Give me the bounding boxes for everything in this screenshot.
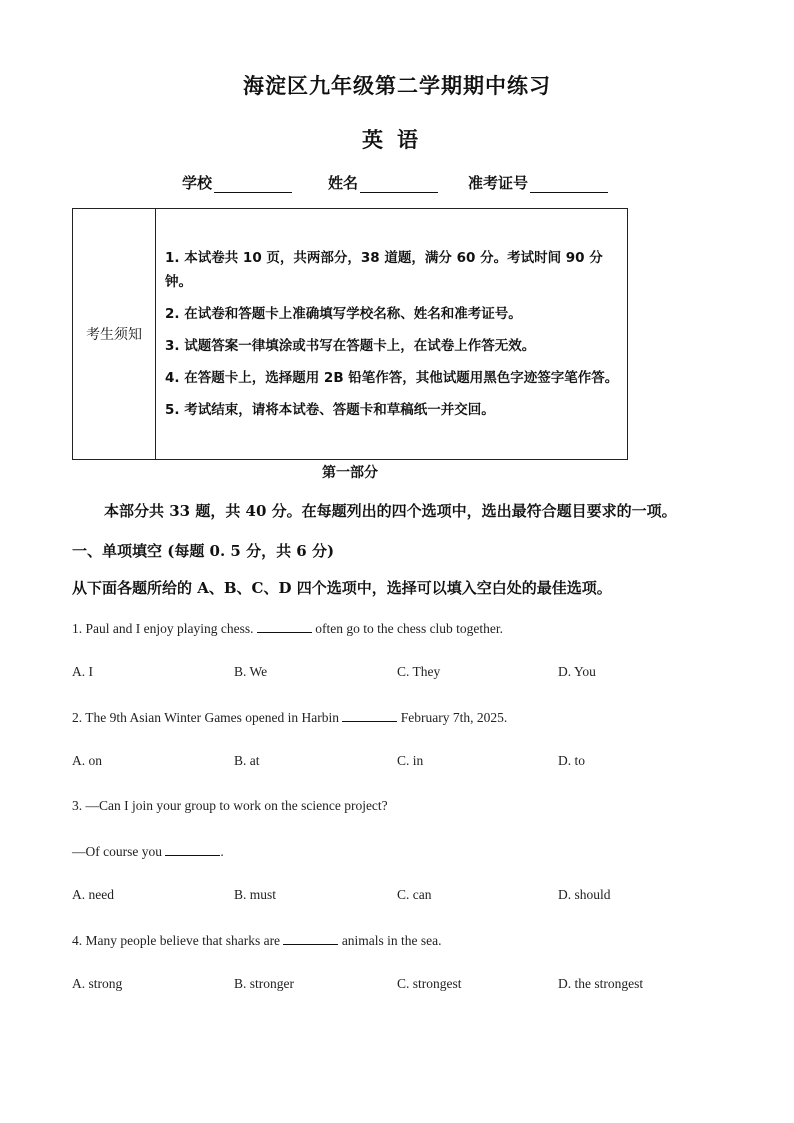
exam-number-field xyxy=(468,172,608,193)
question-text: animals in the sea. xyxy=(338,933,442,948)
option-d: D. should xyxy=(558,887,611,902)
question-3-reply xyxy=(72,843,224,860)
name-blank xyxy=(360,176,438,193)
answer-blank xyxy=(165,843,220,856)
question-1 xyxy=(72,620,503,637)
question-text: February 7th, 2025. xyxy=(397,710,508,725)
notice-rule: 1. 本试卷共 10 页，共两部分，38 道题，满分 60 分。考试时间 90 分钟。 xyxy=(165,250,603,290)
notice-content xyxy=(156,209,628,460)
part-title: 第一部分 xyxy=(322,465,378,481)
name-field xyxy=(328,172,438,193)
question-text: 2. The 9th Asian Winter Games opened in Harbin xyxy=(72,710,343,725)
notice-rule: 3. 试题答案一律填涂或书写在答题卡上，在试卷上作答无效。 xyxy=(165,338,536,354)
exam-number-label: 准考证号 xyxy=(468,174,529,192)
question-text: 4. Many people believe that sharks are xyxy=(72,933,284,948)
school-field xyxy=(182,172,292,193)
question-text: —Of course you xyxy=(72,844,166,859)
exam-title: 海淀区九年级第二学期期中练习 xyxy=(243,73,551,98)
option-c: C. can xyxy=(397,887,432,902)
question-text: . xyxy=(220,844,224,859)
answer-blank xyxy=(342,709,397,722)
option-b: B. We xyxy=(234,664,268,679)
answer-blank xyxy=(283,932,338,945)
option-b: B. at xyxy=(234,753,260,768)
option-c: C. strongest xyxy=(397,976,462,991)
subject-title: 英语 xyxy=(362,127,432,152)
notice-table xyxy=(72,208,628,460)
option-d: D. the strongest xyxy=(558,976,644,991)
answer-blank xyxy=(257,620,312,633)
section-title: 一、单项填空 (每题 0. 5 分，共 6 分) xyxy=(72,542,335,560)
school-blank xyxy=(214,176,292,193)
option-a: A. I xyxy=(72,664,93,679)
notice-rule: 2. 在试卷和答题卡上准确填写学校名称、姓名和准考证号。 xyxy=(165,306,522,322)
option-c: C. in xyxy=(397,753,424,768)
option-d: D. You xyxy=(558,664,596,679)
question-text: 1. Paul and I enjoy playing chess. xyxy=(72,621,257,636)
option-c: C. They xyxy=(397,664,441,679)
question-text: often go to the chess club together. xyxy=(311,621,504,636)
question-3: 3. —Can I join your group to work on the science project? xyxy=(72,798,388,813)
question-4 xyxy=(72,932,442,949)
notice-rule: 5. 考试结束，请将本试卷、答题卡和草稿纸一并交回。 xyxy=(165,402,495,418)
option-b: B. must xyxy=(234,887,277,902)
section-instruction: 从下面各题所给的 A、B、C、D 四个选项中，选择可以填入空白处的最佳选项。 xyxy=(72,579,612,597)
name-label: 姓名 xyxy=(328,174,359,192)
option-b: B. stronger xyxy=(234,976,294,991)
notice-label: 考生须知 xyxy=(73,209,156,460)
question-2 xyxy=(72,709,507,726)
option-a: A. strong xyxy=(72,976,123,991)
school-label: 学校 xyxy=(182,174,213,192)
option-d: D. to xyxy=(558,753,585,768)
option-a: A. on xyxy=(72,753,102,768)
part-intro: 本部分共 33 题，共 40 分。在每题列出的四个选项中，选出最符合题目要求的一项。 xyxy=(104,502,677,520)
option-a: A. need xyxy=(72,887,114,902)
notice-rule: 4. 在答题卡上，选择题用 2B 铅笔作答，其他试题用黑色字迹签字笔作答。 xyxy=(165,370,619,386)
exam-number-blank xyxy=(530,176,608,193)
